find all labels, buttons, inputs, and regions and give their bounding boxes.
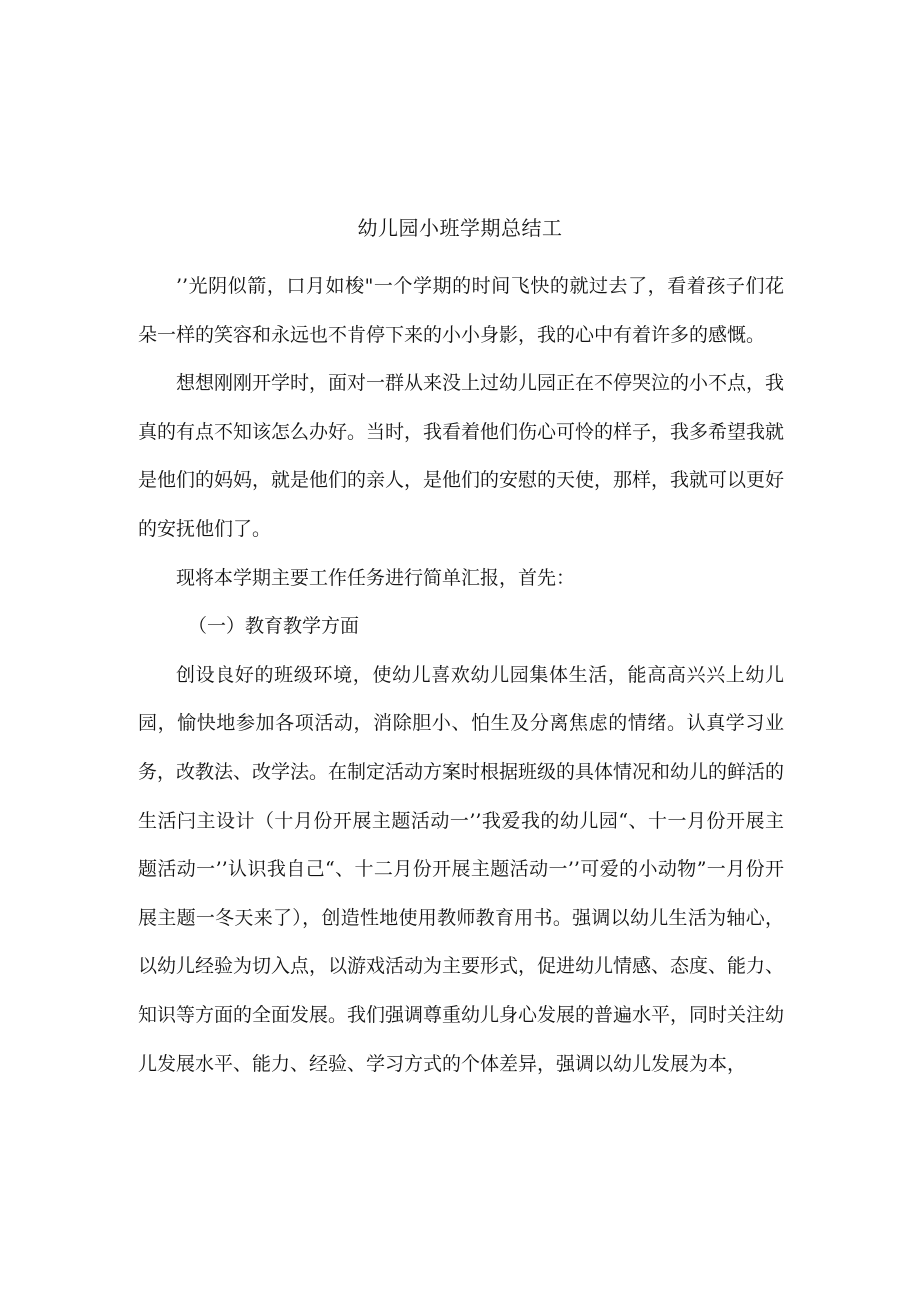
paragraph-intro: ’’光阴似箭，口月如梭"一个学期的时间飞快的就过去了，看着孩子们花朵一样的笑容和永远也不肯停下来的小小身影，我的心中有着许多的感慨。 xyxy=(138,275,784,346)
document-body xyxy=(138,262,784,1088)
paragraph-first-days: 想想刚刚开学时，面对一群从来没上过幼儿园正在不停哭泣的小不点，我真的有点不知该怎么办好。当时，我看着他们伤心可怜的样子，我多希望我就是他们的妈妈，就是他们的亲人，是他们的安慰的天使，那样，我就可以更好的安抚他们了。 xyxy=(138,372,785,540)
paragraph-teaching: 创设良好的班级环境，使幼儿喜欢幼儿园集体生活，能高高兴兴上幼儿园，愉快地参加各项活动，消除胆小、怕生及分离焦虑的情绪。认真学习业务，改教法、改学法。在制定活动方案时根据班级的具体情况和幼儿的鲜活的生活闩主设计（十月份开展主题活动一’’我爱我的幼儿园“、十一月份开展主题活动一’’认识我自己“、十二月份开展主题活动一’’可爱的小动物”一月份开展主题一冬天来了），创造性地使用教师教育用书。强调以幼儿生活为轴心，以幼儿经验为切入点，以游戏活动为主要形式，促进幼儿情感、态度、能力、知识等方面的全面发展。我们强调尊重幼儿身心发展的普遍水平，同时关注幼儿发展水平、能力、经验、学习方式的个体差异，强调以幼儿发展为本， xyxy=(138,663,785,1075)
document-title: 幼儿园小班学期总结工 xyxy=(357,216,563,240)
paragraph-report-intro: 现将本学期主要工作任务进行简单汇报，首先： xyxy=(176,566,576,589)
section-heading-teaching: （一）教育教学方面 xyxy=(188,615,360,638)
